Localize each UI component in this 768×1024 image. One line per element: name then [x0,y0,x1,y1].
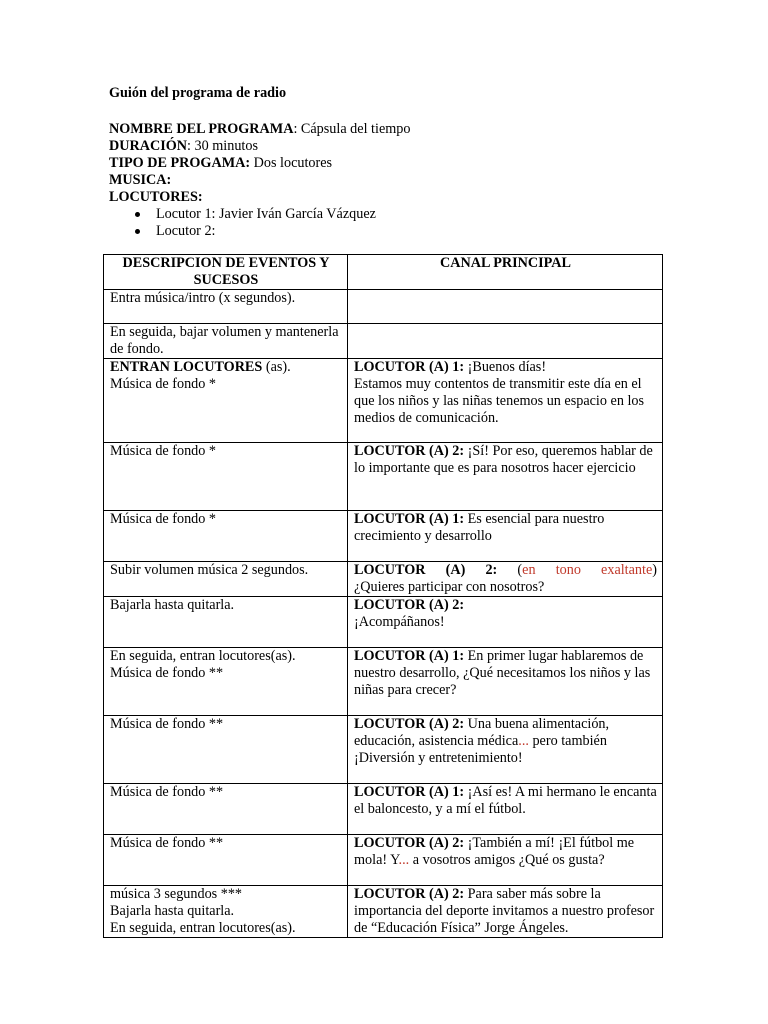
event-text: Música de fondo ** [110,665,224,681]
table-row [104,886,663,938]
channel-cell [348,511,663,562]
channel-cell [348,886,663,938]
table-row [104,597,663,648]
dialogue-text: ¡Sí! Por eso, queremos hablar de lo importante que es para nosotros hacer ejercicio [354,443,653,476]
dialogue-line [354,562,657,579]
duration-line [109,138,661,155]
table-row [104,562,663,597]
dialogue-text: ( [497,562,523,578]
speaker-label: LOCUTOR (A) 2: [354,716,465,732]
program-type-line [109,155,661,172]
event-text: En seguida, entran locutores(as). [110,920,296,936]
dialogue-text: ¡Buenos días! [464,359,547,375]
channel-cell [348,324,663,359]
tone-note: en tono exaltante [522,562,653,578]
ellipsis-mark: ... [518,733,529,749]
program-name-value: : Cápsula del tiempo [293,121,411,137]
speaker-item: Locutor 2: [156,223,661,240]
ellipsis-mark: ... [398,852,410,868]
dialogue-text: Para saber más sobre la importancia del deporte invitamos a nuestro profesor de “Educación Física” Jorge Ángeles. [354,886,655,936]
dialogue-text: En primer lugar hablaremos de nuestro desarrollo, ¿Qué necesitamos los niños y las niñas para crecer? [354,648,651,698]
event-text: Música de fondo * [110,376,216,392]
table-row [104,716,663,784]
program-name-line [109,121,661,138]
dialogue-text: a vosotros amigos ¿Qué os gusta? [409,852,605,868]
dialogue-text: pero también ¡Diversión y entretenimiento! [354,733,607,766]
speaker-label: LOCUTOR (A) 2: [354,597,465,613]
event-text: (as). [262,359,291,375]
script-table [103,254,663,938]
dialogue-text: Estamos muy contentos de transmitir este día en el que los niños y las niñas tenemos un espacio en los medios de comunicación. [354,376,645,426]
table-row [104,835,663,886]
event-cell: En seguida, bajar volumen y mantenerla de fondo. [104,324,348,359]
speaker-label: LOCUTOR (A) 2: [354,835,465,851]
table-row [104,359,663,443]
event-cell [104,359,348,443]
header-events: DESCRIPCION DE EVENTOS Y SUCESOS [104,255,348,290]
dialogue-text: Una buena alimentación, educación, asistencia médica [354,716,610,749]
music-line [109,172,661,189]
speaker-label: LOCUTOR (A) 2: [354,562,498,578]
speakers-label: LOCUTORES: [109,189,203,205]
table-row [104,648,663,716]
dialogue-text: ) [652,562,657,578]
channel-cell [348,716,663,784]
channel-cell [348,835,663,886]
program-type-label: TIPO DE PROGAMA: [109,155,251,171]
event-cell: Bajarla hasta quitarla. [104,597,348,648]
table-row [104,324,663,359]
dialogue-text: ¡Acompáñanos! [354,614,445,630]
event-cell [104,648,348,716]
document-title: Guión del programa de radio [109,85,287,101]
channel-cell [348,784,663,835]
channel-cell [348,648,663,716]
event-cell: Música de fondo ** [104,716,348,784]
table-row [104,443,663,511]
speaker-label: LOCUTOR (A) 1: [354,648,465,664]
event-text: En seguida, entran locutores(as). [110,648,296,664]
event-cell: Música de fondo * [104,511,348,562]
speaker-label: LOCUTOR (A) 1: [354,511,465,527]
speaker-label: LOCUTOR (A) 1: [354,359,465,375]
duration-value: : 30 minutos [187,138,258,154]
channel-cell [348,443,663,511]
speaker-label: LOCUTOR (A) 2: [354,886,465,902]
event-text: Bajarla hasta quitarla. [110,903,235,919]
channel-cell [348,597,663,648]
speaker-label: LOCUTOR (A) 2: [354,443,465,459]
dialogue-text: ¿Quieres participar con nosotros? [354,579,545,595]
event-bold: ENTRAN LOCUTORES [110,359,263,375]
event-cell: Música de fondo ** [104,784,348,835]
channel-cell [348,290,663,324]
program-name-label: NOMBRE DEL PROGRAMA [109,121,294,137]
channel-cell [348,562,663,597]
dialogue-text: Es esencial para nuestro crecimiento y desarrollo [354,511,605,544]
document-header [109,85,661,240]
speakers-list [109,206,661,240]
event-text: música 3 segundos *** [110,886,243,902]
program-type-value: Dos locutores [250,155,333,171]
table-header-row [104,255,663,290]
table-row [104,784,663,835]
dialogue-text: ¡Así es! A mi hermano le encanta el baloncesto, y a mí el fútbol. [354,784,657,817]
event-cell: Música de fondo ** [104,835,348,886]
event-cell: Música de fondo * [104,443,348,511]
table-row [104,290,663,324]
music-label: MUSICA: [109,172,172,188]
event-cell: Subir volumen música 2 segundos. [104,562,348,597]
speaker-label: LOCUTOR (A) 1: [354,784,465,800]
event-cell: Entra música/intro (x segundos). [104,290,348,324]
dialogue-text: ¡También a mí! ¡El fútbol me mola! Y [354,835,635,868]
event-cell [104,886,348,938]
channel-cell [348,359,663,443]
speakers-line [109,189,661,206]
header-main-channel: CANAL PRINCIPAL [348,255,663,290]
duration-label: DURACIÓN [109,138,188,154]
speaker-item: Locutor 1: Javier Iván García Vázquez [156,206,661,223]
table-row [104,511,663,562]
